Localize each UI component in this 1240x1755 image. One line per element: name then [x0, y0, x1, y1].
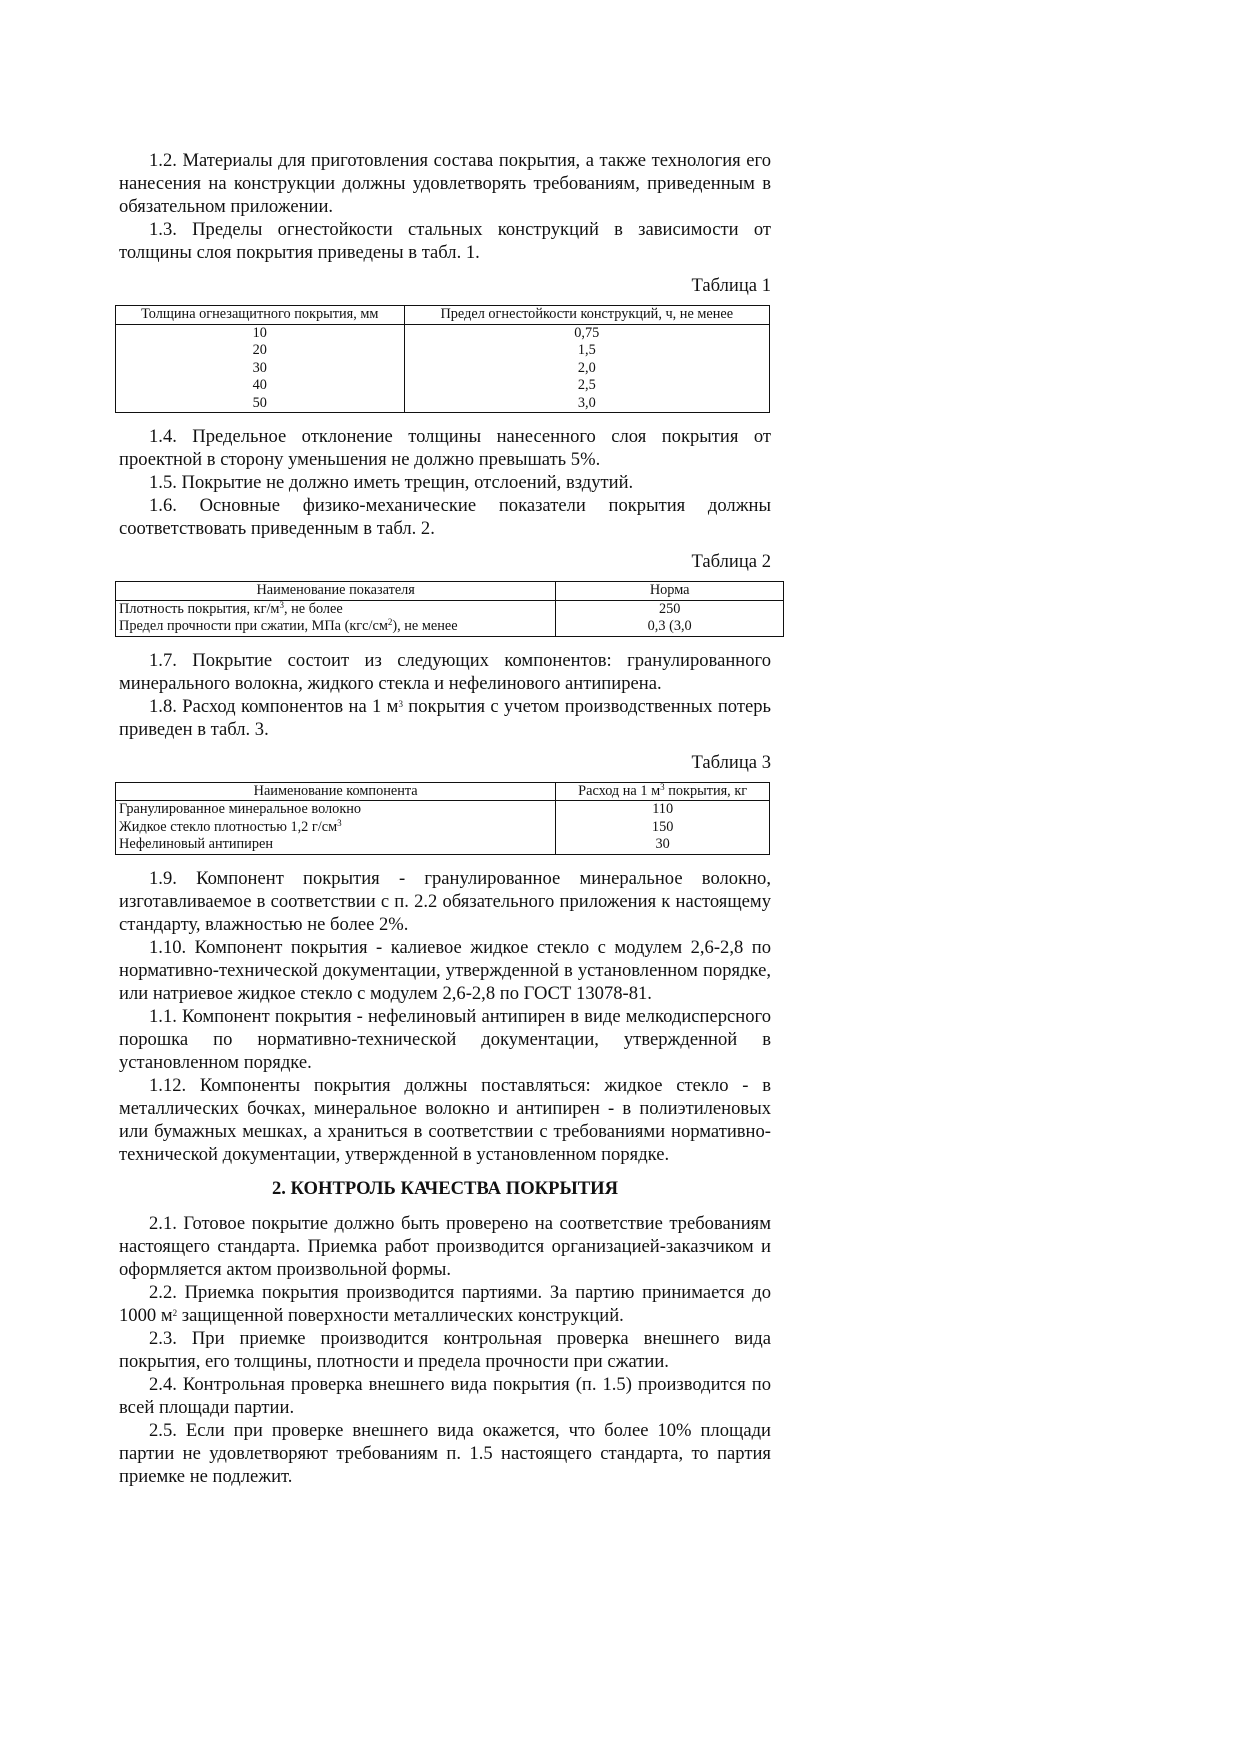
paragraph-1-9: 1.9. Компонент покрытия - гранулированное минеральное волокно, изготавливаемое в соответствии с п. 2.2 обязательного приложения к настоящему стандарту, влажностью не более 2%.	[119, 867, 771, 935]
table-row	[116, 395, 770, 413]
document-page	[119, 149, 771, 1488]
paragraph-1-10: 1.10. Компонент покрытия - калиевое жидкое стекло с модулем 2,6-2,8 по нормативно-технической документации, утвержденной в установленном порядке, или натриевое жидкое стекло с модулем 2,6-2,8 по ГОСТ 13078-81.	[119, 936, 771, 1004]
paragraph-2-5: 2.5. Если при проверке внешнего вида окажется, что более 10% площади партии не удовлетворяют требованиям п. 1.5 настоящего стандарта, то партия приемке не подлежит.	[119, 1419, 771, 1487]
paragraph-2-3: 2.3. При приемке производится контрольная проверка внешнего вида покрытия, его толщины, плотности и предела прочности при сжатии.	[119, 1327, 771, 1372]
table1-cell: 50	[116, 395, 405, 413]
table2-caption: Таблица 2	[691, 551, 771, 572]
table3-cell-value: 150	[556, 819, 770, 837]
table1-header-fire-resistance: Предел огнестойкости конструкций, ч, не менее	[404, 306, 769, 325]
table-row	[116, 618, 784, 636]
table3-header-row	[116, 782, 770, 801]
table-row	[116, 600, 784, 618]
paragraph-2-4: 2.4. Контрольная проверка внешнего вида покрытия (п. 1.5) производится по всей площади партии.	[119, 1373, 771, 1418]
table3-caption: Таблица 3	[691, 751, 771, 773]
table1-caption: Таблица 1	[691, 275, 771, 296]
paragraph-1-5: 1.5. Покрытие не должно иметь трещин, отслоений, вздутий.	[149, 472, 634, 493]
table2-cell-value: 250	[556, 600, 784, 618]
table-row	[116, 836, 770, 854]
table2-header-norm: Норма	[556, 582, 784, 601]
table2-header-row	[116, 582, 784, 601]
table2-cell-value: 0,3 (3,0	[556, 618, 784, 636]
table3-cell-name: Гранулированное минеральное волокно	[116, 801, 556, 819]
table2-cell-name: Предел прочности при сжатии, МПа $(кгс/см^2)$, не менее	[116, 618, 556, 636]
table3-cell-name: Жидкое стекло плотностью 1,2 $г/см^3$	[116, 819, 556, 837]
paragraph-1-6: 1.6. Основные физико-механические показатели покрытия должны соответствовать приведенным в табл. 2.	[119, 495, 771, 539]
table1-cell: 0,75	[404, 324, 769, 342]
table-row	[116, 377, 770, 395]
paragraph-1-3: 1.3. Пределы огнестойкости стальных конструкций в зависимости от толщины слоя покрытия приведены в табл. 1.	[119, 219, 771, 263]
table3-cell-value: 110	[556, 801, 770, 819]
table-1	[115, 305, 770, 413]
table-2	[115, 581, 784, 637]
table3-cell-value: 30	[556, 836, 770, 854]
paragraph-1-11: 1.1. Компонент покрытия - нефелиновый антипирен в виде мелкодисперсного порошка по нормативно-технической документации, утвержденной в установленном порядке.	[119, 1005, 771, 1073]
table1-cell: 2,0	[404, 360, 769, 378]
table1-cell: 1,5	[404, 342, 769, 360]
paragraph-1-2: 1.2. Материалы для приготовления состава покрытия, а также технология его нанесения на конструкции должны удовлетворять требованиям, приведенным в обязательном приложении.	[119, 150, 771, 217]
table-row	[116, 324, 770, 342]
table2-cell-name: Плотность покрытия, $кг/м^3$, не более	[116, 600, 556, 618]
table3-cell-name: Нефелиновый антипирен	[116, 836, 556, 854]
table3-header-component: Наименование компонента	[116, 782, 556, 801]
paragraph-1-4: 1.4. Предельное отклонение толщины нанесенного слоя покрытия от проектной в сторону уменьшения не должно превышать 5%.	[119, 426, 771, 470]
table2-header-indicator: Наименование показателя	[116, 582, 556, 601]
section-2-heading: 2. КОНТРОЛЬ КАЧЕСТВА ПОКРЫТИЯ	[271, 1177, 619, 1199]
table-row	[116, 819, 770, 837]
table1-header-thickness: Толщина огнезащитного покрытия, мм	[116, 306, 405, 325]
table1-cell: 40	[116, 377, 405, 395]
table1-cell: 20	[116, 342, 405, 360]
table1-cell: 2,5	[404, 377, 769, 395]
table1-cell: 30	[116, 360, 405, 378]
table1-header-row	[116, 306, 770, 325]
table-row	[116, 342, 770, 360]
paragraph-2-1: 2.1. Готовое покрытие должно быть проверено на соответствие требованиям настоящего стандарта. Приемка работ производится организацией-заказчиком и оформляется актом произвольной формы.	[119, 1212, 771, 1280]
paragraph-1-8: 1.8. Расход компонентов на 1 $м^3$ покрытия с учетом производственных потерь приведен в табл. 3.	[119, 695, 771, 740]
table-row	[116, 360, 770, 378]
table1-cell: 3,0	[404, 395, 769, 413]
table-3	[115, 782, 770, 855]
table3-header-consumption: Расход на 1 $м^3$ покрытия, кг	[556, 782, 770, 801]
table1-cell: 10	[116, 324, 405, 342]
table-row	[116, 801, 770, 819]
paragraph-2-2: 2.2. Приемка покрытия производится партиями. За партию принимается до 1000 $м^2$ защищенной поверхности металлических конструкций.	[119, 1281, 771, 1326]
paragraph-1-12: 1.12. Компоненты покрытия должны поставляться: жидкое стекло - в металлических бочках, минеральное волокно и антипирен - в полиэтиленовых или бумажных мешках, а храниться в соответствии с требованиями нормативно-технической документации, утвержденной в установленном порядке.	[119, 1074, 771, 1165]
paragraph-1-7: 1.7. Покрытие состоит из следующих компонентов: гранулированного минерального волокна, жидкого стекла и нефелинового антипирена.	[119, 649, 771, 694]
